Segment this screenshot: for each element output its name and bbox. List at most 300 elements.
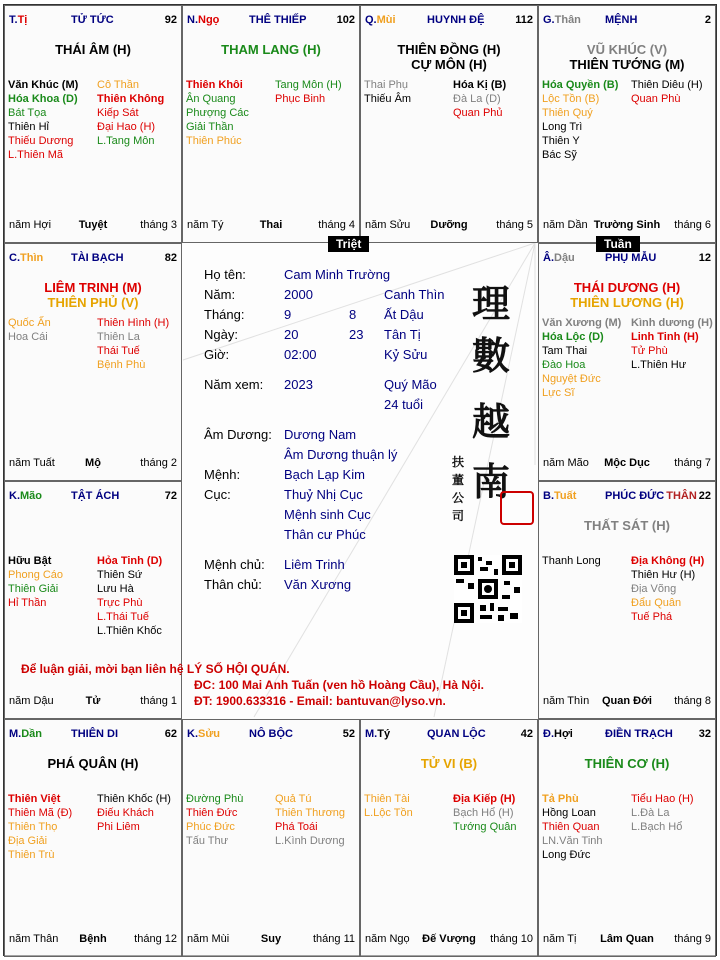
center-info-panel xyxy=(182,243,538,719)
minor-star: Trực Phù xyxy=(97,597,143,609)
palace-branch: Dậu xyxy=(554,252,575,264)
palace-name xyxy=(605,490,697,502)
minor-star: Hỉ Thần xyxy=(8,597,47,609)
palace-number: 92 xyxy=(164,14,177,26)
minor-star: Giải Thần xyxy=(186,121,234,133)
month-label: Tháng: xyxy=(204,307,245,322)
hour-value: 02:00 xyxy=(284,347,317,362)
minor-star: Thiếu Dương xyxy=(8,135,74,147)
main-star: THÁI DƯƠNG (H) xyxy=(573,280,681,295)
main-stars xyxy=(5,756,181,771)
minor-star: Tấu Thư xyxy=(186,835,229,847)
palace-footer xyxy=(365,219,533,233)
amduong-value: Dương Nam xyxy=(284,427,357,442)
palace-branch: Sửu xyxy=(198,728,221,740)
palace-name-text: MỆNH xyxy=(605,14,638,26)
minor-star: Điếu Khách xyxy=(97,807,154,819)
palace-cell[interactable] xyxy=(538,719,716,957)
minor-star: Quan Phủ xyxy=(453,107,503,119)
minor-star: Thiên La xyxy=(97,331,140,343)
age-value: 24 tuổi xyxy=(384,397,424,412)
palace-name-text: TẬT ÁCH xyxy=(71,490,120,502)
horoscope-chart xyxy=(3,4,717,956)
minor-stars-right xyxy=(275,792,360,848)
minor-star: Thiên Khôi xyxy=(186,79,243,91)
minor-star: Lực Sĩ xyxy=(542,387,575,399)
cuc-value: Thuỷ Nhị Cục xyxy=(284,487,363,502)
minor-star: Phong Cáo xyxy=(8,569,64,581)
palace-name-text: QUAN LỘC xyxy=(427,728,486,740)
view-year-label: Năm xem: xyxy=(204,377,264,392)
minor-stars-right xyxy=(97,792,182,834)
palace-stage: Suy xyxy=(260,933,282,945)
palace-footer xyxy=(543,457,711,471)
palace-name xyxy=(71,14,114,26)
minor-star: Thiên Tài xyxy=(364,793,410,805)
palace-branch: Dần xyxy=(21,728,43,740)
palace-month: tháng 3 xyxy=(140,219,177,231)
minor-star: Thiên Việt xyxy=(8,793,61,805)
minor-star: Hoa Cái xyxy=(8,331,48,343)
minor-star: Quan Phù xyxy=(631,93,681,105)
minor-star: Phá Toái xyxy=(275,821,318,833)
minor-star: Thiên Hư (H) xyxy=(631,569,696,581)
view-year-canchi: Quý Mão xyxy=(384,377,437,392)
palace-number: 2 xyxy=(704,14,711,26)
palace-footer xyxy=(543,219,711,233)
palace-year: năm Mão xyxy=(543,457,589,469)
minor-star: Thiên Phúc xyxy=(186,135,242,147)
minor-star: L.Thiên Khốc xyxy=(97,625,162,637)
main-stars xyxy=(539,518,715,533)
palace-cell[interactable] xyxy=(4,719,182,957)
minor-star: Thiếu Âm xyxy=(364,93,412,105)
minor-star: Phúc Đức xyxy=(186,821,235,833)
palace-cell[interactable] xyxy=(4,481,182,719)
minor-star: Văn Xương (M) xyxy=(542,317,622,329)
palace-footer xyxy=(9,457,177,471)
palace-cell[interactable] xyxy=(4,5,182,243)
minor-stars-left xyxy=(364,792,452,820)
palace-stage: Trường Sinh xyxy=(593,219,661,231)
palace-branch: Tý xyxy=(377,728,391,740)
main-star: THIÊN LƯƠNG (H) xyxy=(570,295,684,310)
minor-star: Thai Phụ xyxy=(364,79,409,91)
minor-star: Đẩu Quân xyxy=(631,597,682,609)
main-star: THIÊN CƠ (H) xyxy=(584,756,670,771)
minor-star: Hóa Kị (B) xyxy=(453,79,507,91)
minor-star: L.Thiên Mã xyxy=(8,149,64,161)
palace-header xyxy=(543,490,711,504)
minor-star: Bác Sỹ xyxy=(542,149,577,161)
main-stars xyxy=(361,756,537,771)
palace-branch: Mão xyxy=(20,490,42,502)
palace-footer xyxy=(187,933,355,947)
palace-name-text: HUYNH ĐỆ xyxy=(427,14,485,26)
palace-can: G. xyxy=(543,14,555,26)
minor-star: Tả Phù xyxy=(542,793,579,805)
minor-star: L.Đà La xyxy=(631,807,670,819)
palace-cell[interactable] xyxy=(360,719,538,957)
palace-can: N. xyxy=(187,14,198,26)
palace-number: 42 xyxy=(520,728,533,740)
palace-name-text: PHÚC ĐỨC xyxy=(605,490,665,502)
palace-header xyxy=(9,252,177,266)
palace-can: K. xyxy=(9,490,20,502)
minor-stars-left xyxy=(364,78,452,106)
contact-line-2: ĐC: 100 Mai Anh Tuấn (ven hồ Hoàng Cầu), Hà Nội. xyxy=(194,678,485,692)
palace-footer xyxy=(9,933,177,947)
minor-stars-right xyxy=(97,78,182,148)
minor-stars-left xyxy=(542,316,630,400)
palace-stage: Đế Vượng xyxy=(422,933,476,945)
palace-can: M. xyxy=(9,728,22,740)
minor-star: Phượng Các xyxy=(186,107,249,119)
day-canchi: Tân Tị xyxy=(384,327,421,342)
palace-year: năm Tuất xyxy=(9,457,55,469)
palace-year: năm Thân xyxy=(9,933,59,945)
minor-stars-right xyxy=(97,316,182,372)
minor-stars-right xyxy=(631,316,716,372)
palace-year: năm Dần xyxy=(543,219,588,231)
palace-cell[interactable] xyxy=(182,719,360,957)
main-stars xyxy=(539,42,715,72)
palace-month: tháng 2 xyxy=(140,457,177,469)
minor-star: Đà La (D) xyxy=(453,93,501,105)
palace-can: Đ. xyxy=(543,728,554,740)
minor-star: Thiên Giải xyxy=(8,583,59,595)
minor-star: LN.Văn Tinh xyxy=(542,835,603,847)
palace-header xyxy=(365,728,533,742)
minor-star: Kình dương (H) xyxy=(631,317,713,329)
menh-label: Mệnh: xyxy=(204,467,241,482)
palace-header xyxy=(543,14,711,28)
minor-star: L.Bạch Hổ xyxy=(631,821,683,833)
minor-star: Thiên Diêu (H) xyxy=(631,79,703,91)
palace-branch: Thân xyxy=(554,14,581,26)
seal-char-1: 理 xyxy=(472,281,511,326)
main-stars xyxy=(539,280,715,310)
cuc-note-1: Mệnh sinh Cục xyxy=(284,507,371,522)
palace-month: tháng 11 xyxy=(312,933,355,945)
minor-star: L.Thái Tuế xyxy=(97,611,149,623)
minor-star: Hồng Loan xyxy=(542,807,596,819)
palace-number: 82 xyxy=(164,252,177,264)
palace-name xyxy=(427,14,484,26)
minor-star: Tiểu Hao (H) xyxy=(631,793,694,805)
qr-code[interactable] xyxy=(454,555,522,623)
minor-star: Hóa Lộc (D) xyxy=(542,331,604,343)
minor-star: Lưu Hà xyxy=(97,583,134,595)
name-label: Họ tên: xyxy=(204,267,246,282)
palace-header xyxy=(9,14,177,28)
minor-star: L.Lộc Tồn xyxy=(364,807,413,819)
palace-cell[interactable] xyxy=(182,5,360,243)
main-star: THIÊN TƯỚNG (M) xyxy=(569,57,685,72)
palace-name xyxy=(71,252,124,264)
palace-name-text: TỬ TỨC xyxy=(71,14,114,26)
minor-star: Thiên Sứ xyxy=(97,569,143,581)
hour-canchi: Kỷ Sửu xyxy=(384,347,428,362)
palace-can: Â. xyxy=(543,252,554,264)
palace-name xyxy=(71,490,119,502)
minor-star: Đường Phù xyxy=(186,793,244,805)
palace-header xyxy=(365,14,533,28)
contact-line-3: ĐT: 1900.633316 - Email: bantuvan@lyso.vn. xyxy=(194,694,446,708)
minor-stars-right xyxy=(631,792,716,834)
minor-star: Phi Liêm xyxy=(97,821,140,833)
seal-char-4: 南 xyxy=(472,459,511,504)
palace-cell[interactable] xyxy=(4,243,182,481)
menhchu-value: Liêm Trinh xyxy=(284,557,345,572)
minor-star: L.Kình Dương xyxy=(275,835,345,847)
year-canchi: Canh Thìn xyxy=(384,287,445,302)
minor-star: Quả Tú xyxy=(275,793,312,805)
main-star: THIÊN PHỦ (V) xyxy=(47,295,139,310)
palace-can: T. xyxy=(9,14,18,26)
minor-star: Bệnh Phù xyxy=(97,359,146,371)
palace-year: năm Tý xyxy=(187,219,224,231)
main-stars xyxy=(5,280,181,310)
palace-year: năm Thìn xyxy=(543,695,590,707)
minor-star: Địa Kiếp (H) xyxy=(453,793,516,805)
minor-star: Thiên Quan xyxy=(542,821,600,833)
seal-char-2: 數 xyxy=(472,333,511,378)
minor-star: Long Trì xyxy=(542,121,583,133)
palace-footer xyxy=(187,219,355,233)
palace-header xyxy=(543,252,711,266)
palace-name-text: ĐIỀN TRẠCH xyxy=(605,728,673,740)
palace-name-text: THIÊN DI xyxy=(71,728,119,740)
palace-number: 12 xyxy=(698,252,711,264)
palace-branch: Thìn xyxy=(20,252,44,264)
palace-branch: Tuất xyxy=(554,490,577,502)
palace-month: tháng 10 xyxy=(490,933,533,945)
palace-stage: Dưỡng xyxy=(430,219,468,231)
palace-branch: Tị xyxy=(17,14,28,26)
red-stamp xyxy=(500,491,534,525)
palace-month: tháng 8 xyxy=(674,695,711,707)
minor-star: Linh Tinh (H) xyxy=(631,331,699,343)
month-solar: 8 xyxy=(349,307,357,322)
palace-name-text: PHỤ MẪU xyxy=(605,252,657,264)
palace-footer xyxy=(9,695,177,709)
palace-footer xyxy=(543,695,711,709)
month-lunar: 9 xyxy=(284,307,292,322)
minor-stars-right xyxy=(453,78,538,120)
palace-footer xyxy=(543,933,711,947)
tuan-tag: Tuần xyxy=(596,236,640,252)
main-star: PHÁ QUÂN (H) xyxy=(47,756,139,771)
minor-star: Đào Hoa xyxy=(542,359,586,371)
palace-cell[interactable] xyxy=(538,243,716,481)
minor-star: Lộc Tồn (B) xyxy=(542,93,600,105)
palace-number: 112 xyxy=(515,14,533,26)
palace-footer xyxy=(9,219,177,233)
palace-stage: Lâm Quan xyxy=(600,933,654,945)
palace-cell[interactable] xyxy=(538,481,716,719)
minor-star: Thiên Y xyxy=(542,135,580,147)
minor-star: Thanh Long xyxy=(542,555,601,567)
palace-can: K. xyxy=(187,728,198,740)
palace-name xyxy=(605,252,656,264)
minor-star: Hóa Quyền (B) xyxy=(542,79,619,91)
minor-star: Cô Thần xyxy=(97,79,139,91)
main-star: CỰ MÔN (H) xyxy=(411,57,487,72)
main-stars xyxy=(183,42,359,57)
month-canchi: Ất Dậu xyxy=(384,307,424,322)
palace-cell[interactable] xyxy=(538,5,716,243)
minor-star: Thiên Thọ xyxy=(8,821,58,833)
palace-number: 32 xyxy=(698,728,711,740)
minor-star: Thiên Hỉ xyxy=(8,121,49,133)
minor-star: Long Đức xyxy=(542,849,591,861)
palace-header xyxy=(9,728,177,742)
palace-number: 72 xyxy=(164,490,177,502)
main-stars xyxy=(361,42,537,72)
minor-star: Tang Môn (H) xyxy=(275,79,342,91)
main-stars xyxy=(5,42,181,57)
palace-stage: Mộ xyxy=(85,457,101,469)
minor-stars-right xyxy=(97,554,182,638)
palace-branch: Ngọ xyxy=(198,14,220,26)
main-star: THAM LANG (H) xyxy=(221,42,321,57)
amduong-note: Âm Dương thuận lý xyxy=(284,447,398,462)
palace-name xyxy=(427,728,486,740)
palace-stage: Quan Đới xyxy=(602,695,652,707)
palace-year: năm Sửu xyxy=(365,219,411,231)
palace-stage: Tuyệt xyxy=(78,219,108,231)
palace-header xyxy=(187,14,355,28)
minor-star: Bạch Hổ (H) xyxy=(453,807,514,819)
minor-stars-left xyxy=(186,792,274,848)
minor-star: Thiên Hình (H) xyxy=(97,317,170,329)
minor-stars-right xyxy=(631,78,716,106)
palace-month: tháng 1 xyxy=(140,695,177,707)
minor-stars-left xyxy=(542,78,630,162)
minor-star: Nguyệt Đức xyxy=(542,373,601,385)
minor-stars-right xyxy=(453,792,538,834)
minor-star: Văn Khúc (M) xyxy=(8,79,79,91)
palace-name-text: THÊ THIẾP xyxy=(249,14,307,26)
palace-name xyxy=(605,728,673,740)
minor-stars-left xyxy=(542,554,630,568)
palace-branch: Hợi xyxy=(554,728,573,740)
minor-star: Thiên Không xyxy=(97,93,165,105)
palace-can: B. xyxy=(543,490,554,502)
palace-month: tháng 12 xyxy=(134,933,177,945)
palace-footer xyxy=(365,933,533,947)
day-label: Ngày: xyxy=(204,327,238,342)
minor-stars-left xyxy=(8,78,96,162)
palace-cell[interactable] xyxy=(360,5,538,243)
minor-star: Phục Binh xyxy=(275,93,326,105)
thanchu-value: Văn Xương xyxy=(284,577,352,592)
main-star: THIÊN ĐỒNG (H) xyxy=(397,42,501,57)
contact-line-1: Để luận giải, mời bạn liên hệ LÝ SỐ HỘI QUÁN. xyxy=(21,662,290,676)
day-solar: 23 xyxy=(349,327,364,342)
main-star: THÁI ÂM (H) xyxy=(55,42,131,57)
minor-star: Địa Không (H) xyxy=(631,555,705,567)
main-star: LIÊM TRINH (M) xyxy=(44,280,142,295)
palace-header xyxy=(187,728,355,742)
minor-star: Tử Phù xyxy=(631,345,668,357)
minor-stars-right xyxy=(275,78,360,106)
seal-char-3: 越 xyxy=(472,399,511,444)
palace-branch: Mùi xyxy=(376,14,396,26)
minor-star: Đại Hao (H) xyxy=(97,121,156,133)
menh-value: Bạch Lạp Kim xyxy=(284,467,365,482)
minor-star: Quốc Ấn xyxy=(8,317,51,329)
palace-can: M. xyxy=(365,728,378,740)
minor-stars-left xyxy=(542,792,630,862)
palace-stage: Thai xyxy=(259,219,283,231)
main-star: TỬ VI (B) xyxy=(420,756,478,771)
name-value: Cam Minh Trường xyxy=(284,267,391,282)
palace-stage: Tử xyxy=(85,695,101,707)
minor-star: Thiên Trù xyxy=(8,849,55,861)
cuc-note-2: Thân cư Phúc xyxy=(284,527,366,542)
minor-star: Hữu Bật xyxy=(8,555,52,567)
minor-star: Bát Tọa xyxy=(8,107,47,119)
palace-header xyxy=(9,490,177,504)
palace-year: năm Hợi xyxy=(9,219,52,231)
minor-star: Địa Võng xyxy=(631,583,677,595)
minor-star: Tuế Phá xyxy=(631,611,673,623)
palace-name xyxy=(605,14,637,26)
palace-name xyxy=(249,14,306,26)
palace-header xyxy=(543,728,711,742)
amduong-label: Âm Dương: xyxy=(204,427,272,442)
day-lunar: 20 xyxy=(284,327,299,342)
palace-stage: Mộc Dục xyxy=(604,457,650,469)
minor-star: Kiếp Sát xyxy=(97,107,139,119)
minor-star: Thái Tuế xyxy=(97,345,140,357)
hour-label: Giờ: xyxy=(204,347,230,362)
palace-name-text: NÔ BỘC xyxy=(249,728,293,740)
palace-number: 52 xyxy=(342,728,355,740)
palace-name xyxy=(249,728,293,740)
palace-can: C. xyxy=(9,252,20,264)
main-star: VŨ KHÚC (V) xyxy=(586,42,668,57)
cuc-label: Cục: xyxy=(204,487,231,502)
palace-stage: Bệnh xyxy=(79,933,107,945)
year-value: 2000 xyxy=(284,287,313,302)
main-stars xyxy=(539,756,715,771)
palace-name xyxy=(71,728,118,740)
minor-star: Hóa Khoa (D) xyxy=(8,93,78,105)
minor-star: Thiên Đức xyxy=(186,807,238,819)
palace-month: tháng 7 xyxy=(674,457,711,469)
palace-year: năm Dậu xyxy=(9,695,54,707)
menhchu-label: Mệnh chủ: xyxy=(204,557,265,572)
palace-year: năm Tị xyxy=(543,933,577,945)
palace-year: năm Ngọ xyxy=(365,933,410,945)
minor-star: Hỏa Tinh (D) xyxy=(97,555,163,567)
palace-month: tháng 6 xyxy=(674,219,711,231)
than-marker: THÂN xyxy=(666,490,697,502)
minor-stars-left xyxy=(186,78,274,148)
minor-stars-right xyxy=(631,554,716,624)
palace-year: năm Mùi xyxy=(187,933,230,945)
triet-tag: Triệt xyxy=(328,236,369,252)
year-label: Năm: xyxy=(204,287,236,302)
minor-stars-left xyxy=(8,554,96,610)
qr-code-icon xyxy=(454,555,522,623)
palace-name-text: TÀI BẠCH xyxy=(71,252,124,264)
minor-star: L.Thiên Hư xyxy=(631,359,687,371)
minor-star: Thiên Thương xyxy=(275,807,346,819)
